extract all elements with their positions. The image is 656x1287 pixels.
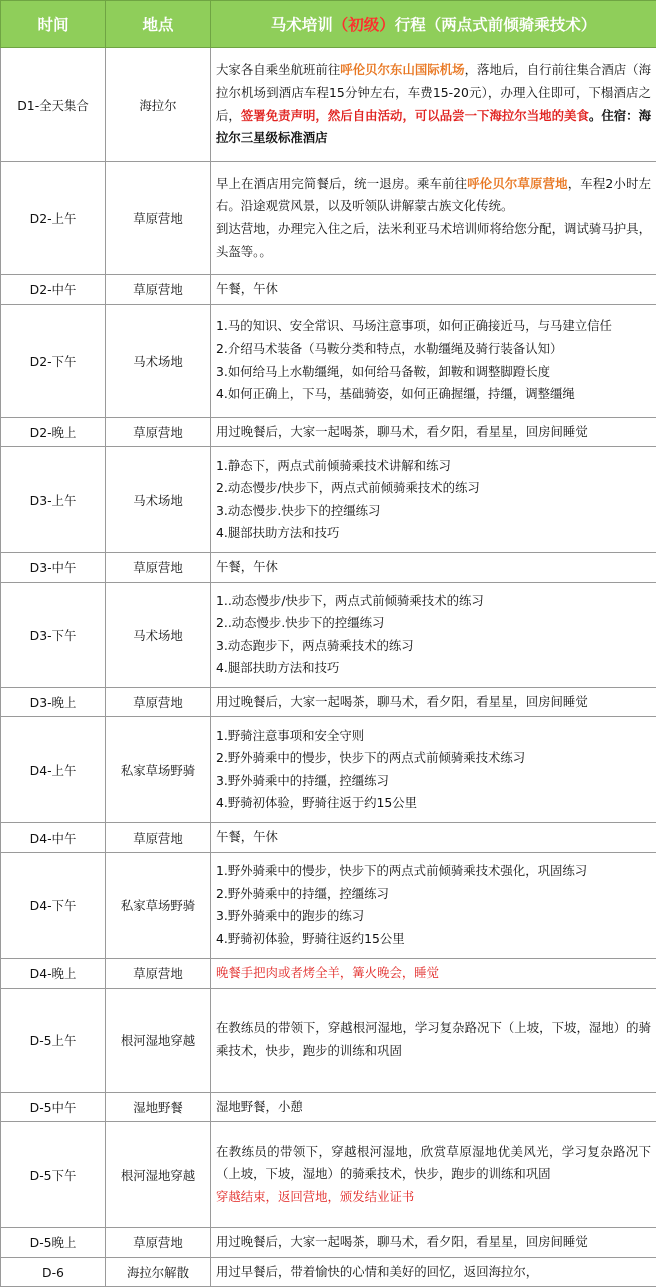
description-text: 3.野外骑乘中的跑步的练习 [216,905,651,928]
description-text: 用过早餐后，带着愉快的心情和美好的回忆，返回海拉尔， [216,1264,538,1279]
activity-description-cell [211,852,656,958]
description-text: 穿越结束，返回营地，颁发结业证书 [216,1186,651,1209]
description-text: 3.野外骑乘中的持缰，控缰练习 [216,770,651,793]
description-text: 午餐，午休 [216,559,278,574]
description-text: 4.腿部扶助方法和技巧 [216,657,651,680]
table-row [1,582,656,687]
table-row [1,1257,656,1287]
table-row [1,417,656,447]
table-row [1,553,656,583]
location-cell: 湿地野餐 [106,1092,211,1122]
day-time-cell: D4-晚上 [1,958,106,988]
day-time-cell: D1-全天集合 [1,48,106,162]
activity-description-cell [211,717,656,823]
description-text: 大家各自乘坐航班前往 [216,62,340,77]
table-row [1,1122,656,1228]
description-text: 1.野外骑乘中的慢步，快步下的两点式前倾骑乘技术强化，巩固练习 [216,860,651,883]
location-cell: 草原营地 [106,275,211,305]
location-cell: 马术场地 [106,582,211,687]
activity-description-cell [211,823,656,853]
table-row [1,823,656,853]
description-text: 在教练员的带领下，穿越根河湿地，学习复杂路况下（上坡，下坡，湿地）的骑乘技术，快步，跑步的训练和巩固 [216,1020,651,1058]
header-title-level: （初级） [333,16,395,34]
location-cell: 私家草场野骑 [106,852,211,958]
location-cell: 海拉尔 [106,48,211,162]
activity-description-cell [211,687,656,717]
day-time-cell: D2-中午 [1,275,106,305]
location-cell: 根河湿地穿越 [106,988,211,1092]
day-time-cell: D4-下午 [1,852,106,958]
day-time-cell: D4-上午 [1,717,106,823]
description-text: 2.介绍马术装备（马鞍分类和特点，水勒缰绳及骑行装备认知） [216,338,651,361]
table-row [1,447,656,553]
header-time: 时间 [1,1,106,48]
activity-description-cell [211,958,656,988]
table-row [1,958,656,988]
location-cell: 马术场地 [106,447,211,553]
header-title-pre: 马术培训 [271,16,333,34]
day-time-cell: D3-上午 [1,447,106,553]
activity-description-cell [211,553,656,583]
day-time-cell: D2-晚上 [1,417,106,447]
location-cell: 私家草场野骑 [106,717,211,823]
day-time-cell: D-6 [1,1257,106,1287]
day-time-cell: D-5上午 [1,988,106,1092]
table-row [1,687,656,717]
day-time-cell: D4-中午 [1,823,106,853]
location-cell: 草原营地 [106,417,211,447]
description-text: 3.动态慢步.快步下的控缰练习 [216,500,651,523]
description-text: 4.如何正确上，下马，基础骑姿，如何正确握缰，持缰，调整缰绳 [216,383,651,406]
header-place: 地点 [106,1,211,48]
activity-description-cell [211,275,656,305]
description-text: 午餐，午休 [216,281,278,296]
table-row [1,304,656,417]
description-text: 用过晚餐后，大家一起喝茶，聊马术，看夕阳，看星星，回房间睡觉 [216,424,588,439]
day-time-cell: D-5下午 [1,1122,106,1228]
description-text: 1.马的知识、安全常识、马场注意事项，如何正确接近马，与马建立信任 [216,315,651,338]
description-text: 2.动态慢步/快步下，两点式前倾骑乘技术的练习 [216,477,651,500]
description-text: 4.野骑初体验，野骑往返约15公里 [216,928,651,951]
activity-description-cell [211,304,656,417]
location-cell: 草原营地 [106,553,211,583]
activity-description-cell [211,417,656,447]
header-title [211,1,656,48]
location-cell: 根河湿地穿越 [106,1122,211,1228]
activity-description-cell [211,1257,656,1287]
description-text: 呼伦贝尔东山国际机场 [340,62,464,77]
description-text: 1..动态慢步/快步下，两点式前倾骑乘技术的练习 [216,590,651,613]
header-row [1,1,656,48]
activity-description-cell [211,1122,656,1228]
header-title-post: 行程（两点式前倾骑乘技术） [395,16,597,34]
location-cell: 马术场地 [106,304,211,417]
table-row [1,275,656,305]
day-time-cell: D3-下午 [1,582,106,687]
location-cell: 草原营地 [106,958,211,988]
activity-description-cell [211,162,656,275]
description-text: 2.野外骑乘中的持缰，控缰练习 [216,883,651,906]
description-text: 午餐，午休 [216,829,278,844]
description-text: 1.野骑注意事项和安全守则 [216,725,651,748]
description-text: 3.如何给马上水勒缰绳，如何给马备鞍，卸鞍和调整脚蹬长度 [216,361,651,384]
table-row [1,1092,656,1122]
description-text: 2..动态慢步.快步下的控缰练习 [216,612,651,635]
itinerary-body [1,48,656,1287]
description-text: ，落地后，自行前往集合酒店（海拉尔机场到酒店车程15分钟左右，车费15-20元），办理入住即可，下榻酒店之后， [216,62,651,122]
location-cell: 海拉尔解散 [106,1257,211,1287]
activity-description-cell [211,1092,656,1122]
description-text: 。住宿：海拉尔三星级标准酒店 [216,108,651,146]
table-row [1,1228,656,1258]
activity-description-cell [211,988,656,1092]
day-time-cell: D3-晚上 [1,687,106,717]
description-text: 4.野骑初体验，野骑往返于约15公里 [216,792,651,815]
day-time-cell: D-5晚上 [1,1228,106,1258]
location-cell: 草原营地 [106,823,211,853]
description-text: 到达营地，办理完入住之后，法米利亚马术培训师将给您分配，调试骑马护具，头盔等。。 [216,218,651,263]
location-cell: 草原营地 [106,1228,211,1258]
table-row [1,717,656,823]
description-text: 3.动态跑步下，两点骑乘技术的练习 [216,635,651,658]
table-row [1,988,656,1092]
description-text: 在教练员的带领下，穿越根河湿地，欣赏草原湿地优美风光，学习复杂路况下（上坡，下坡，湿地）的骑乘技术，快步，跑步的训练和巩固 [216,1144,651,1182]
table-row [1,162,656,275]
description-text: 2.野外骑乘中的慢步，快步下的两点式前倾骑乘技术练习 [216,747,651,770]
day-time-cell: D2-上午 [1,162,106,275]
table-row [1,852,656,958]
activity-description-cell [211,1228,656,1258]
description-text: 晚餐手把肉或者烤全羊，篝火晚会，睡觉 [216,965,439,980]
description-text: 1.静态下，两点式前倾骑乘技术讲解和练习 [216,455,651,478]
description-text: ，车程2小时左右。沿途观赏风景，以及听领队讲解蒙古族文化传统。 [216,176,651,214]
location-cell: 草原营地 [106,687,211,717]
description-text: 呼伦贝尔草原营地 [467,176,568,191]
day-time-cell: D2-下午 [1,304,106,417]
activity-description-cell [211,48,656,162]
activity-description-cell [211,447,656,553]
description-text: 4.腿部扶助方法和技巧 [216,522,651,545]
description-text: 签署免责声明，然后自由活动，可以品尝一下海拉尔当地的美食 [241,108,589,123]
description-text: 早上在酒店用完简餐后，统一退房。乘车前往 [216,176,467,191]
description-text: 用过晚餐后，大家一起喝茶，聊马术，看夕阳，看星星，回房间睡觉 [216,694,588,709]
description-text: 湿地野餐，小憩 [216,1099,303,1114]
table-row [1,48,656,162]
description-text: 用过晚餐后，大家一起喝茶，聊马术，看夕阳，看星星，回房间睡觉 [216,1234,588,1249]
day-time-cell: D3-中午 [1,553,106,583]
day-time-cell: D-5中午 [1,1092,106,1122]
location-cell: 草原营地 [106,162,211,275]
activity-description-cell [211,582,656,687]
